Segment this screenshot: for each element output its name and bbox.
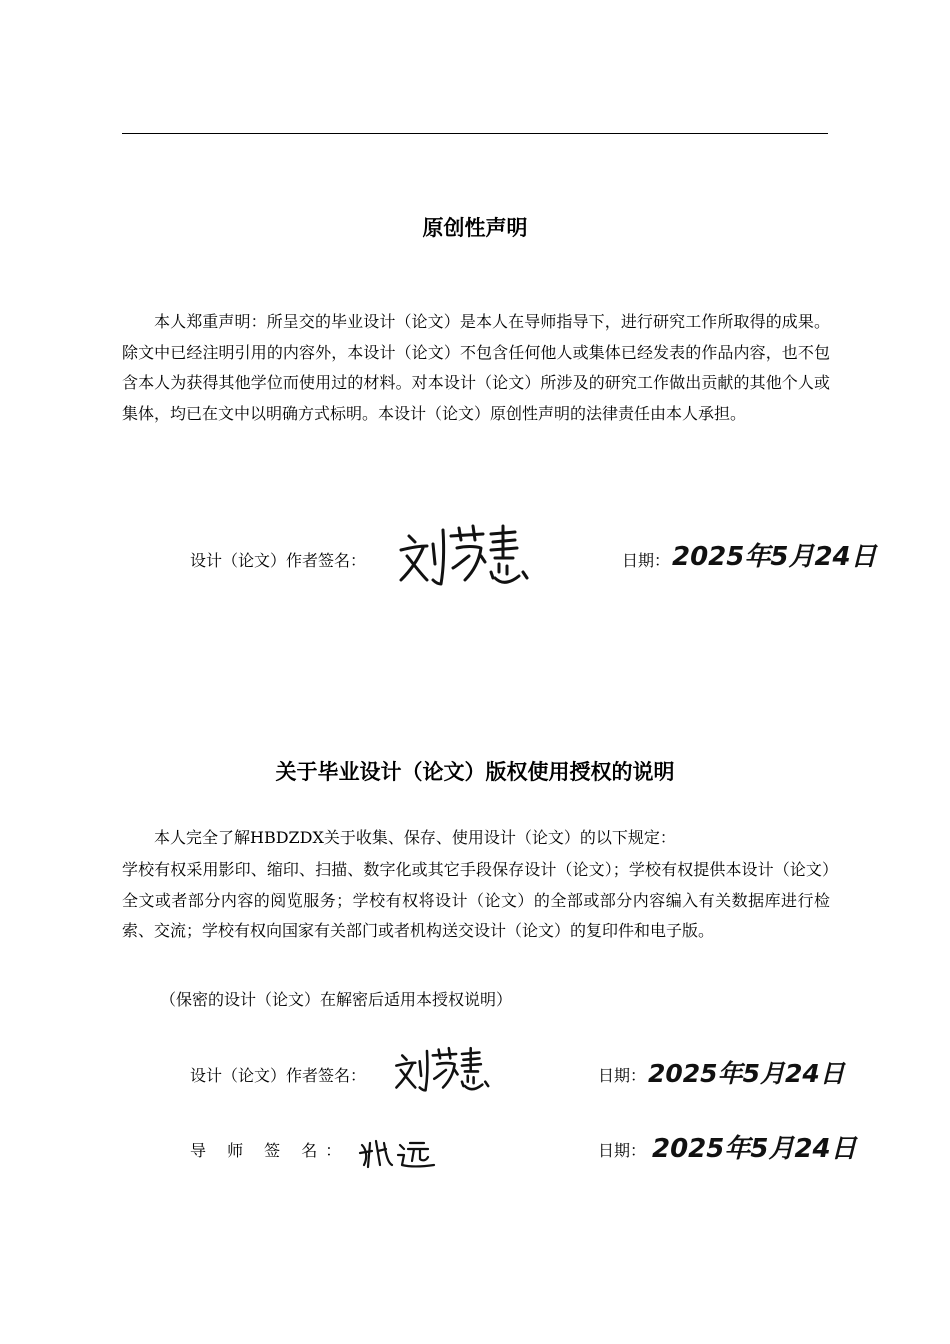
advisor-date-label: 日期： bbox=[598, 1141, 647, 1160]
advisor-signature bbox=[358, 1135, 438, 1171]
declaration-author-signature bbox=[395, 522, 535, 590]
authorization-author-label: 设计（论文）作者签名： bbox=[190, 1066, 367, 1085]
declaration-date-label: 日期： bbox=[622, 551, 671, 570]
declaration-title: 原创性声明 bbox=[422, 216, 528, 240]
authorization-title: 关于毕业设计（论文）版权使用授权的说明 bbox=[275, 760, 675, 784]
authorization-author-signature bbox=[392, 1044, 494, 1096]
declaration-body: 本人郑重声明：所呈交的毕业设计（论文）是本人在导师指导下，进行研究工作所取得的成果。除文中已经注明引用的内容外，本设计（论文）不包含任何他人或集体已经发表的作品内容，也不包含本人为获得其他学位而使用过的材料。对本设计（论文）所涉及的研究工作做出贡献的其他个人或集体，均已在文中以明确方式标明。本设计（论文）原创性声明的法律责任由本人承担。 bbox=[122, 312, 830, 423]
advisor-date: 2025年5月24日 bbox=[652, 1134, 857, 1164]
header-rule bbox=[122, 133, 828, 134]
declaration-author-label: 设计（论文）作者签名： bbox=[190, 551, 367, 570]
advisor-label: 导 师 签 名： bbox=[190, 1141, 350, 1160]
authorization-author-date-label: 日期： bbox=[598, 1066, 647, 1085]
authorization-body: 学校有权采用影印、缩印、扫描、数字化或其它手段保存设计（论文）；学校有权提供本设计（论文）全文或者部分内容的阅览服务；学校有权将设计（论文）的全部或部分内容编入有关数据库进行检索、交流；学校有权向国家有关部门或者机构送交设计（论文）的复印件和电子版。 bbox=[122, 860, 830, 940]
declaration-date-handwritten: 2025年5月24日 bbox=[672, 542, 877, 572]
authorization-author-date: 2025年5月24日 bbox=[648, 1059, 845, 1088]
authorization-note: （保密的设计（论文）在解密后适用本授权说明） bbox=[160, 990, 513, 1009]
authorization-intro: 本人完全了解HBDZDX关于收集、保存、使用设计（论文）的以下规定： bbox=[154, 828, 676, 847]
